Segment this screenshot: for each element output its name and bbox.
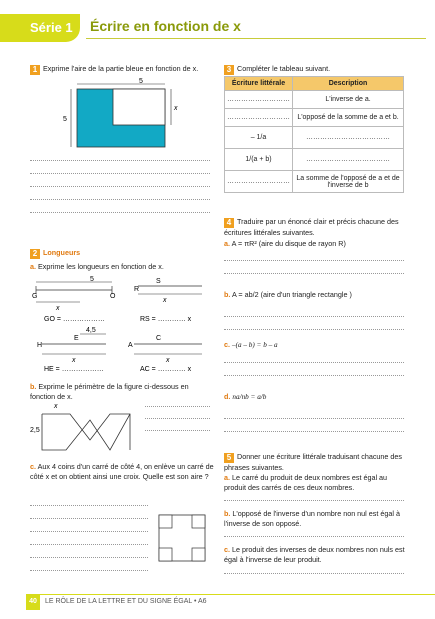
svg-text:G: G [32,293,38,300]
table-row: ……………………… La somme de l'opposé de a et de l'inverse de b [225,171,404,193]
svg-text:HE = ………………: HE = ……………… [44,366,104,373]
ex5-statement: 5 Donner une écriture littérale traduisant chacune des phrases suivantes. [224,452,403,472]
ex4c: c. –(a – b) = b – a [224,340,278,349]
ex2-segments [30,272,220,382]
svg-text:x: x [54,403,58,410]
footer-rule [40,594,435,595]
dim-left: 5 [63,116,67,123]
dim-x: x [174,105,178,112]
svg-text:x: x [72,357,76,364]
ex1-statement [30,64,215,75]
col-ecriture: Écriture littérale [225,77,293,91]
series-tab [0,14,80,42]
ex4c-lines [224,362,404,376]
ex1-number: 1 [30,65,40,75]
svg-text:x: x [166,357,170,364]
ex4b: b. A = ab/2 (aire d'un triangle rectangle ) [224,290,352,299]
svg-text:5: 5 [90,276,94,283]
table-row: – 1/a ……………………………… [225,127,404,149]
cross-figure [158,514,206,562]
svg-text:GO = ………………: GO = ……………… [44,316,105,323]
svg-text:x: x [163,297,167,304]
ex2c-answer-lines [30,505,148,571]
ex2b-answer-lines [145,406,210,431]
ex3-number: 3 [224,65,234,75]
col-description: Description [293,77,404,91]
title-rule [86,38,426,39]
svg-text:E: E [74,335,79,342]
ex4d: d. na/nb = a/b [224,392,267,401]
svg-text:x: x [56,305,60,312]
page-number: 40 [26,594,40,610]
ex5c: c. Le produit des inverses de deux nombres non nuls est égal à l'inverse de leur produit. [224,545,405,564]
page-title: Écrire en fonction de x [90,18,241,34]
table-row: 1/(a + b) ……………………………… [225,149,404,171]
ex1-answer-lines [30,160,210,213]
ex1-text: Exprime l'aire de la partie bleue en fonction de x. [43,64,199,73]
ex5a: a. Le carré du produit de deux nombres est égal au produit des carrés de ces deux nombres. [224,473,388,492]
ex4a-lines [224,260,404,274]
svg-text:H: H [37,342,43,349]
dim-top: 5 [139,78,143,85]
svg-text:RS = ………… x: RS = ………… x [140,316,192,323]
ex5-number: 5 [224,453,234,463]
ex5b: b. L'opposé de l'inverse d'un nombre non nul est égal à l'inverse de son opposé. [224,509,400,528]
svg-text:2,5: 2,5 [30,427,40,434]
svg-text:4,5: 4,5 [86,327,96,334]
series-label: Série 1 [30,20,73,35]
ex2-title: Longueurs [43,248,81,257]
ex5a-lines [224,500,404,501]
ex2c-statement: c. Aux 4 coins d'un carré de côté 4, on enlève un carré de côté x et on obtient ainsi une croix. Quelle est son aire ? [30,462,214,481]
ex2b-figure [30,400,140,458]
ex4-statement: 4 Traduire par un énoncé clair et précis chacune des écritures littérales suivantes. [224,217,399,237]
svg-text:AC = ………… x: AC = ………… x [140,366,192,373]
footer-text: LE RÔLE DE LA LETTRE ET DU SIGNE ÉGAL • A6 [45,598,207,605]
ex4-number: 4 [224,218,234,228]
table-row: ……………………… L'inverse de a. [225,91,404,109]
ex3-table [224,76,404,193]
ex3-statement: 3 Compléter le tableau suivant. [224,64,330,75]
ex2-number: 2 [30,249,40,259]
ex4b-lines [224,316,404,330]
ex5b-lines [224,536,404,537]
svg-text:S: S [156,278,161,285]
svg-text:A: A [128,342,133,349]
svg-text:O: O [110,293,116,300]
ex4a: a. A = πR² (aire du disque de rayon R) [224,239,346,248]
table-row: ……………………… L'opposé de la somme de a et b. [225,109,404,127]
ex2a-statement: a. Exprime les longueurs en fonction de x. [30,262,164,271]
ex5c-lines [224,573,404,574]
svg-text:R: R [134,286,140,293]
svg-text:C: C [156,335,162,342]
ex4d-lines [224,418,404,432]
ex2-heading [30,248,80,259]
white-rectangle [113,89,165,125]
ex2b-statement: b. Exprime le périmètre de la figure ci-dessous en fonction de x. [30,382,189,401]
ex1-figure [55,76,195,151]
